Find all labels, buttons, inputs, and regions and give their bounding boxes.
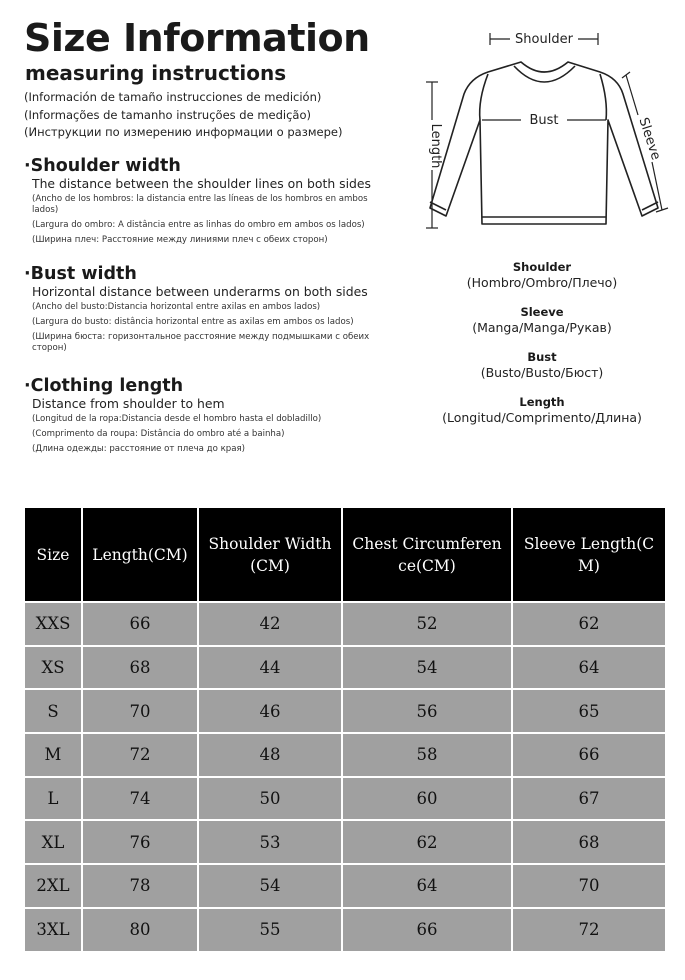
cell-chest: 62: [342, 820, 512, 864]
cell-shoulder-width: 42: [198, 602, 342, 646]
section-description: The distance between the shoulder lines on both sides: [32, 176, 371, 191]
size-chart: [23, 506, 665, 953]
section-notes: [24, 414, 396, 455]
table-row: [24, 646, 666, 690]
legend-translation: (Hombro/Ombro/Плечо): [466, 275, 618, 290]
cell-size: XL: [24, 820, 82, 864]
cell-shoulder-width: 53: [198, 820, 342, 864]
cell-shoulder-width: 55: [198, 908, 342, 952]
cell-chest: 54: [342, 646, 512, 690]
cell-chest: 60: [342, 777, 512, 821]
bust-measure: [482, 113, 606, 128]
section-shoulder-width: [24, 156, 396, 250]
note-pt: (Comprimento da roupa: Distância do ombro até a bainha): [32, 429, 285, 439]
column-header-size: Size: [24, 507, 82, 602]
section-description: Distance from shoulder to hem: [32, 396, 225, 411]
cell-sleeve: 70: [512, 864, 666, 908]
cell-length: 80: [82, 908, 198, 952]
cell-shoulder-width: 44: [198, 646, 342, 690]
translation-pt: (Informações de tamanho instruções de medição): [24, 107, 311, 122]
cell-sleeve: 62: [512, 602, 666, 646]
legend-item-shoulder: [420, 260, 664, 291]
shirt-diagram: [418, 20, 678, 250]
measurement-legend: [420, 260, 664, 440]
note-ru: (Ширина плеч: Расстояние между линиями плеч с обеих сторон): [32, 235, 328, 245]
cell-sleeve: 68: [512, 820, 666, 864]
cell-length: 68: [82, 646, 198, 690]
diagram-shoulder-label: Shoulder: [515, 32, 573, 47]
cell-shoulder-width: 50: [198, 777, 342, 821]
page-title: Size Information: [24, 16, 370, 60]
table-row: [24, 733, 666, 777]
note-pt: (Largura do busto: distância horizontal entre as axilas em ambos os lados): [32, 317, 354, 327]
cell-sleeve: 72: [512, 908, 666, 952]
table-row: [24, 864, 666, 908]
cell-length: 78: [82, 864, 198, 908]
section-bust-width: [24, 264, 396, 358]
cell-chest: 56: [342, 689, 512, 733]
sleeve-measure: [622, 72, 668, 212]
column-header-chest-circumference: Chest Circumference(CM): [342, 507, 512, 602]
cell-sleeve: 64: [512, 646, 666, 690]
section-description: Horizontal distance between underarms on both sides: [32, 284, 368, 299]
section-notes: [24, 302, 396, 354]
table-row: [24, 908, 666, 952]
section-title: ·Bust width: [24, 264, 137, 284]
legend-item-length: [420, 395, 664, 426]
table-row: [24, 689, 666, 733]
shoulder-measure: [490, 32, 598, 47]
table-header-row: [24, 507, 666, 602]
cell-chest: 66: [342, 908, 512, 952]
column-header-length: Length(CM): [82, 507, 198, 602]
section-title: ·Clothing length: [24, 376, 184, 396]
cell-sleeve: 67: [512, 777, 666, 821]
cell-size: L: [24, 777, 82, 821]
table-row: [24, 602, 666, 646]
legend-item-bust: [420, 350, 664, 381]
legend-heading: Shoulder: [512, 260, 572, 274]
legend-translation: (Longitud/Comprimento/Длина): [442, 410, 642, 425]
table-row: [24, 820, 666, 864]
cell-length: 66: [82, 602, 198, 646]
translation-es: (Información de tamaño instrucciones de medición): [24, 90, 322, 104]
note-es: (Ancho del busto:Distancia horizontal entre axilas en ambos lados): [32, 302, 321, 312]
cell-length: 76: [82, 820, 198, 864]
cell-size: S: [24, 689, 82, 733]
legend-item-sleeve: [420, 305, 664, 336]
cell-chest: 64: [342, 864, 512, 908]
legend-heading: Bust: [527, 350, 557, 364]
legend-heading: Sleeve: [520, 305, 564, 319]
subtitle-translations: [24, 89, 404, 142]
cell-length: 74: [82, 777, 198, 821]
cell-size: M: [24, 733, 82, 777]
cell-shoulder-width: 46: [198, 689, 342, 733]
legend-translation: (Busto/Busto/Бюст): [480, 365, 604, 380]
shirt-outline: [430, 62, 658, 224]
cell-sleeve: 65: [512, 689, 666, 733]
cell-length: 70: [82, 689, 198, 733]
page-subtitle: measuring instructions: [25, 61, 287, 85]
size-table: [23, 506, 667, 953]
column-header-sleeve-length: Sleeve Length(CM): [512, 507, 666, 602]
diagram-length-label: Length: [428, 123, 443, 169]
legend-translation: (Manga/Manga/Рукав): [472, 320, 612, 335]
cell-chest: 52: [342, 602, 512, 646]
cell-shoulder-width: 48: [198, 733, 342, 777]
cell-shoulder-width: 54: [198, 864, 342, 908]
cell-size: XXS: [24, 602, 82, 646]
table-row: [24, 777, 666, 821]
cell-chest: 58: [342, 733, 512, 777]
section-title: ·Shoulder width: [24, 156, 181, 176]
cell-sleeve: 66: [512, 733, 666, 777]
cell-size: XS: [24, 646, 82, 690]
note-ru: (Ширина бюста: горизонтальное расстояние между подмышками с обеих сторон): [32, 332, 370, 353]
note-ru: (Длина одежды: расстояние от плеча до края): [32, 444, 246, 454]
shirt-measurement-diagram: [418, 20, 678, 250]
note-pt: (Largura do ombro: A distância entre as linhas do ombro em ambos os lados): [32, 220, 365, 230]
section-clothing-length: [24, 376, 396, 459]
section-notes: [24, 194, 396, 246]
column-header-shoulder-width: Shoulder Width(CM): [198, 507, 342, 602]
translation-ru: (Инструкции по измерению информации о размере): [24, 125, 343, 139]
diagram-sleeve-label: Sleeve: [635, 115, 664, 162]
note-es: (Ancho de los hombros: la distancia entre las líneas de los hombros en ambos lados): [32, 194, 368, 215]
note-es: (Longitud de la ropa:Distancia desde el hombro hasta el dobladillo): [32, 414, 322, 424]
diagram-bust-label: Bust: [529, 113, 559, 128]
length-measure: [426, 82, 443, 228]
legend-heading: Length: [519, 395, 565, 409]
cell-size: 2XL: [24, 864, 82, 908]
cell-size: 3XL: [24, 908, 82, 952]
cell-length: 72: [82, 733, 198, 777]
